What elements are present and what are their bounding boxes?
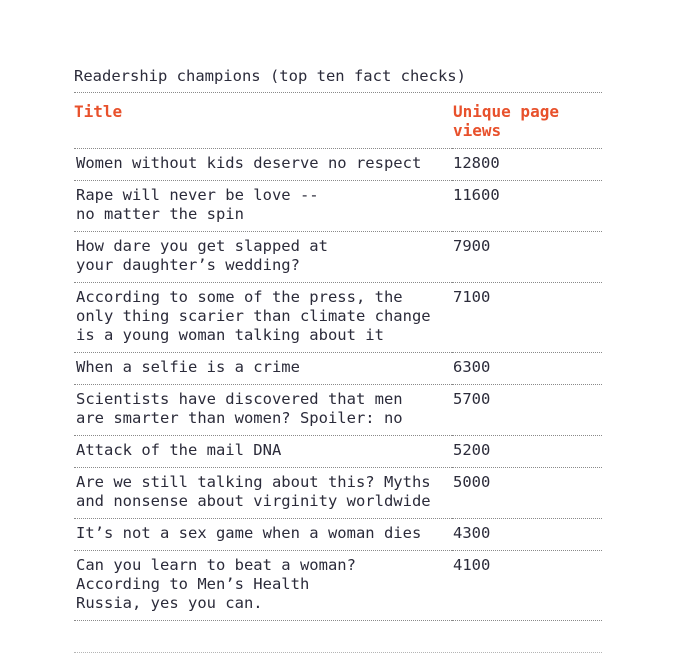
- header-row: [74, 93, 602, 149]
- table-title: Readership champions (top ten fact checks): [74, 66, 602, 93]
- row-title: Scientists have discovered that men are smarter than women? Spoiler: no: [74, 385, 452, 436]
- row-title: According to some of the press, the only thing scarier than climate change is a young woman talking about it: [74, 283, 452, 353]
- row-title: It’s not a sex game when a woman dies: [74, 519, 452, 551]
- table-row: [74, 353, 602, 385]
- row-title: When a selfie is a crime: [74, 353, 452, 385]
- table-row: [74, 468, 602, 519]
- row-page-views: 5200: [452, 436, 602, 468]
- row-page-views: 7100: [452, 283, 602, 353]
- table-row: [74, 519, 602, 551]
- table-row: [74, 232, 602, 283]
- row-title: Women without kids deserve no respect: [74, 149, 452, 181]
- column-header-page-views: Unique page views: [452, 93, 602, 149]
- table-row: [74, 181, 602, 232]
- row-page-views: 4100: [452, 551, 602, 621]
- row-title: Attack of the mail DNA: [74, 436, 452, 468]
- row-title: Can you learn to beat a woman? According to Men’s Health Russia, yes you can.: [74, 551, 452, 621]
- row-page-views: 4300: [452, 519, 602, 551]
- row-page-views: 6300: [452, 353, 602, 385]
- table-header: [74, 93, 602, 149]
- bottom-divider: [74, 652, 602, 653]
- table-row: [74, 385, 602, 436]
- row-page-views: 5000: [452, 468, 602, 519]
- row-page-views: 11600: [452, 181, 602, 232]
- row-title: Are we still talking about this? Myths and nonsense about virginity worldwide: [74, 468, 452, 519]
- row-page-views: 7900: [452, 232, 602, 283]
- row-page-views: 12800: [452, 149, 602, 181]
- table-row: [74, 551, 602, 621]
- readership-table: [74, 93, 602, 621]
- row-title: How dare you get slapped at your daughter’s wedding?: [74, 232, 452, 283]
- table-row: [74, 436, 602, 468]
- row-page-views: 5700: [452, 385, 602, 436]
- row-title: Rape will never be love -- no matter the spin: [74, 181, 452, 232]
- column-header-title: Title: [74, 93, 452, 149]
- table-row: [74, 149, 602, 181]
- table-row: [74, 283, 602, 353]
- table-body: [74, 149, 602, 621]
- fact-check-table-card: [74, 66, 602, 621]
